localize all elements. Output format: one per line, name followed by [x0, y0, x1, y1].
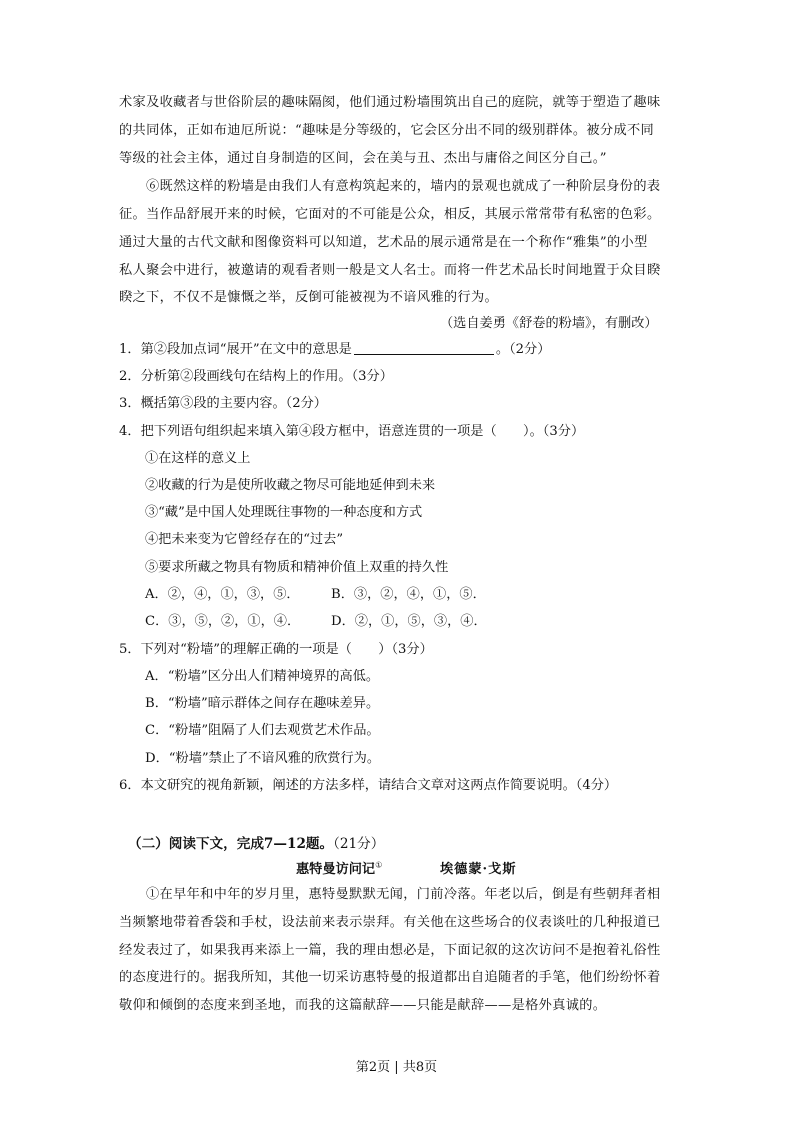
q4-option-c: C．③，⑤，②，①，④．: [145, 614, 301, 629]
passage-line: 当频繁地带着香袋和手杖，设法前来表示崇拜。有关他在这些场合的仪表谈吐的几种报道已: [119, 915, 661, 930]
passage-line: 敬仰和倾倒的态度来到圣地，而我的这篇献辞——只能是献辞——是格外真诚的。: [119, 998, 607, 1013]
q4-option-b: B．③，②，④，①，⑤．: [331, 587, 486, 602]
q4-item: ④把未来变为它曾经存在的“过去”: [145, 532, 344, 547]
question-6: 6．本文研究的视角新颖，阐述的方法多样，请结合文章对这两点作简要说明。（4分）: [119, 778, 618, 793]
passage-line: 睽之下，不仅不是慷慨之举，反倒可能被视为不谙风雅的行为。: [119, 290, 499, 305]
section-heading-text: （二）阅读下文，完成7—12题。: [128, 836, 334, 852]
q5-option-c: C．“粉墙”阻隔了人们去观赏艺术作品。: [145, 723, 380, 738]
question-1-score: 。（2分）: [495, 342, 551, 357]
passage-line: 经发表过了，如果我再来添上一篇，我的理由想必是，下面记叙的这次访问不是抱着礼俗性: [119, 943, 661, 958]
passage-line: 通过大量的古代文献和图像资料可以知道，艺术品的展示通常是在一个称作“雅集”的小型: [119, 235, 648, 250]
section-heading: [128, 832, 384, 852]
footnote-marker: ①: [375, 860, 383, 870]
article-title-text: 惠特曼访问记: [296, 862, 376, 877]
question-3: 3．概括第③段的主要内容。（2分）: [119, 396, 327, 411]
q5-option-b: B．“粉墙”暗示群体之间存在趣味差异。: [145, 696, 380, 711]
q4-option-a: A．②，④，①，③，⑤．: [145, 587, 300, 602]
question-1-text: 1．第②段加点词“展开”在文中的意思是: [119, 342, 352, 357]
passage-line: 等级的社会主体，通过自身制造的区间，会在美与丑、杰出与庸俗之间区分自己。”: [119, 151, 607, 166]
q4-item: ①在这样的意义上: [145, 451, 251, 466]
answer-blank[interactable]: [354, 339, 494, 355]
q5-option-d: D．“粉墙”禁止了不谙风雅的欣赏行为。: [145, 751, 381, 766]
article-author: 埃德蒙·戈斯: [440, 862, 517, 877]
page-footer: 第2页 | 共8页: [355, 1060, 438, 1075]
passage-line: ⑥既然这样的粉墙是由我们人有意构筑起来的，墙内的景观也就成了一种阶层身份的表: [146, 179, 661, 194]
passage-line: 的态度进行的。据我所知，其他一切采访惠特曼的报道都出自追随者的手笔，他们纷纷怀着: [119, 970, 661, 985]
article-title: [296, 858, 382, 877]
q4-item: ②收藏的行为是使所收藏之物尽可能地延伸到未来: [145, 478, 436, 493]
question-5: 5．下列对“粉墙”的理解正确的一项是（ ）（3分）: [119, 642, 433, 657]
question-1: [119, 336, 550, 363]
passage-line: 的共同体，正如布迪厄所说：“趣味是分等级的，它会区分出不同的级别群体。被分成不同: [119, 123, 655, 138]
source-citation: （选自姜勇《舒卷的粉墙》，有删改）: [440, 316, 658, 331]
q4-option-d: D．②，①，⑤，③，④．: [331, 614, 487, 629]
q4-item: ⑤要求所藏之物具有物质和精神价值上双重的持久性: [145, 560, 449, 575]
passage-line: 私人聚会中进行，被邀请的观看者则一般是文人名士。而将一件艺术品长时间地置于众目睽: [119, 263, 661, 278]
passage-line: 征。当作品舒展开来的时候，它面对的不可能是公众，相反，其展示常常带有私密的色彩。: [119, 207, 661, 222]
question-2: 2．分析第②段画线句在结构上的作用。（3分）: [119, 369, 393, 384]
q5-option-a: A．“粉墙”区分出人们精神境界的高低。: [145, 669, 380, 684]
passage-line: ①在早年和中年的岁月里，惠特曼默默无闻，门前冷落。年老以后，倒是有些朝拜者相: [146, 887, 661, 902]
question-4: 4．把下列语句组织起来填入第④段方框中，语意连贯的一项是（ ）。（3分）: [119, 424, 585, 439]
q4-item: ③“藏”是中国人处理既往事物的一种态度和方式: [145, 505, 423, 520]
section-score: （21分）: [333, 836, 385, 852]
passage-line: 术家及收藏者与世俗阶层的趣味隔阂，他们通过粉墙围筑出自己的庭院，就等于塑造了趣味: [119, 95, 661, 110]
